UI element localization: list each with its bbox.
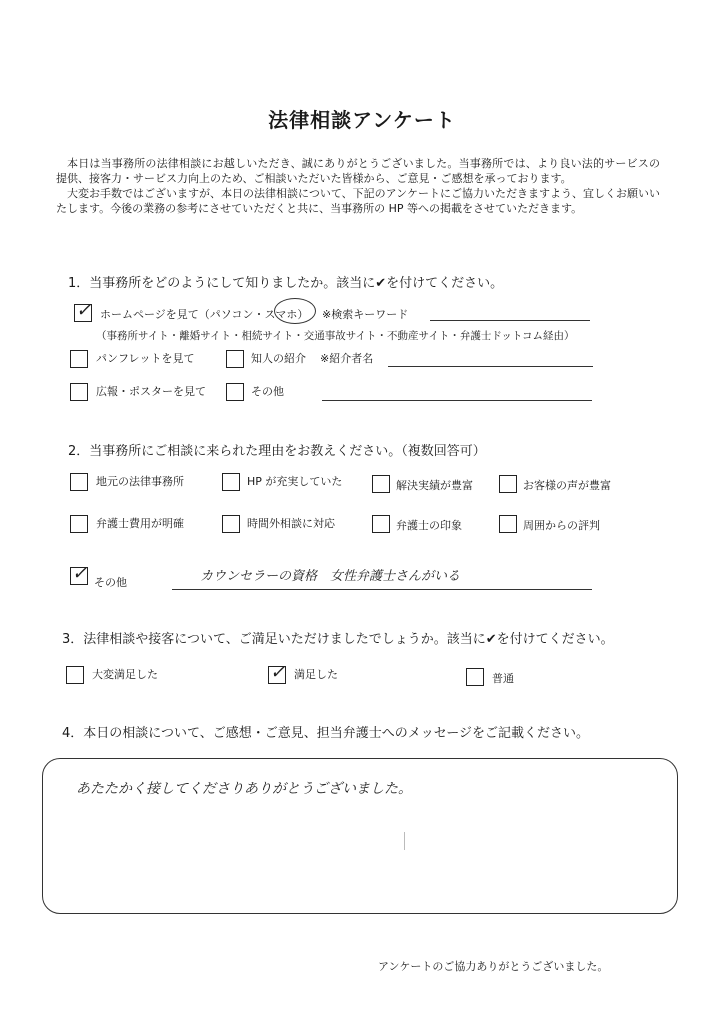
- reason-label-fees: 弁護士費用が明確: [96, 517, 184, 530]
- q1-title: 1．当事務所をどのようにして知りましたか。該当に✔を付けてください。: [68, 276, 504, 291]
- option-pr-poster-label: 広報・ポスターを見て: [96, 385, 206, 398]
- option-homepage-label: ホームページを見て（パソコン・スマホ）: [100, 308, 309, 321]
- option-q2-other-label: その他: [94, 576, 127, 589]
- reason-label-reviews: お客様の声が豊富: [523, 479, 611, 492]
- q2-other-field[interactable]: [172, 589, 592, 590]
- q2-other-handwritten: カウンセラーの資格 女性弁護士さんがいる: [200, 569, 461, 584]
- option-q1-other-label: その他: [251, 385, 284, 398]
- checkbox-reason-results[interactable]: [372, 475, 390, 493]
- checkbox-reason-local[interactable]: [70, 473, 88, 491]
- checkbox-reason-after-hours[interactable]: [222, 515, 240, 533]
- checkbox-reason-impression[interactable]: [372, 515, 390, 533]
- satisfaction-label-very-satisfied: 大変満足した: [92, 668, 158, 681]
- reason-label-reputation: 周囲からの評判: [523, 519, 600, 532]
- checkbox-reason-fees[interactable]: [70, 515, 88, 533]
- satisfaction-label-satisfied: 満足した: [294, 668, 338, 681]
- intro-paragraph-2: 大変お手数ではございますが、本日の法律相談について、下記のアンケートにご協力いただきますよう、宜しくお願いいたします。今後の業務の参考にさせていただくと共に、当事務所の HP 等への掲載をさせていただきます。: [56, 187, 660, 215]
- option-pamphlet-label: パンフレットを見て: [96, 352, 195, 365]
- sites-note: （事務所サイト・離婚サイト・相続サイト・交通事故サイト・不動産サイト・弁護士ドットコム経由）: [96, 330, 575, 342]
- scan-mark: [404, 832, 405, 850]
- reason-label-hp: HP が充実していた: [247, 475, 343, 488]
- q2-title: 2．当事務所にご相談に来られた理由をお教えください。（複数回答可）: [68, 444, 486, 459]
- reason-label-local: 地元の法律事務所: [96, 475, 184, 488]
- search-keyword-label: ※検索キーワード: [322, 308, 409, 321]
- q3-title: 3．法律相談や接客について、ご満足いただけましたでしょうか。該当に✔を付けてください。: [62, 632, 614, 647]
- referrer-name-label: ※紹介者名: [320, 352, 374, 365]
- option-referral-label: 知人の紹介: [251, 352, 306, 365]
- reason-label-results: 解決実績が豊富: [396, 479, 473, 492]
- reason-label-after-hours: 時間外相談に対応: [247, 517, 335, 530]
- checkbox-reason-reputation[interactable]: [499, 515, 517, 533]
- handwritten-message: あたたかく接してくださりありがとうございました。: [76, 781, 412, 797]
- checkbox-reason-reviews[interactable]: [499, 475, 517, 493]
- check-mark-homepage: ✓: [76, 300, 92, 321]
- search-keyword-field[interactable]: [430, 320, 590, 321]
- q1-other-field[interactable]: [322, 400, 592, 401]
- reason-label-impression: 弁護士の印象: [396, 519, 462, 532]
- checkbox-pamphlet[interactable]: [70, 350, 88, 368]
- referrer-name-field[interactable]: [388, 366, 593, 367]
- checkbox-reason-hp[interactable]: [222, 473, 240, 491]
- satisfaction-label-normal: 普通: [492, 672, 514, 685]
- checkbox-referral[interactable]: [226, 350, 244, 368]
- q4-title: 4．本日の相談について、ご感想・ご意見、担当弁護士へのメッセージをご記載ください。: [62, 726, 589, 741]
- check-mark-q2-other: ✓: [72, 563, 88, 584]
- checkbox-very-satisfied[interactable]: [66, 666, 84, 684]
- circle-mark-smartphone: [274, 298, 316, 324]
- check-mark-satisfied: ✓: [270, 662, 286, 683]
- page-title: 法律相談アンケート: [268, 108, 456, 132]
- checkbox-q1-other[interactable]: [226, 383, 244, 401]
- footer-thanks: アンケートのご協力ありがとうございました。: [378, 960, 609, 973]
- intro-text: [56, 156, 660, 216]
- checkbox-normal[interactable]: [466, 668, 484, 686]
- intro-paragraph-1: 本日は当事務所の法律相談にお越しいただき、誠にありがとうございました。当事務所では、より良い法的サービスの提供、接客力・サービス力向上のため、ご相談いただいた皆様から、ご意見・ご感想を承っております。: [56, 157, 660, 185]
- checkbox-pr-poster[interactable]: [70, 383, 88, 401]
